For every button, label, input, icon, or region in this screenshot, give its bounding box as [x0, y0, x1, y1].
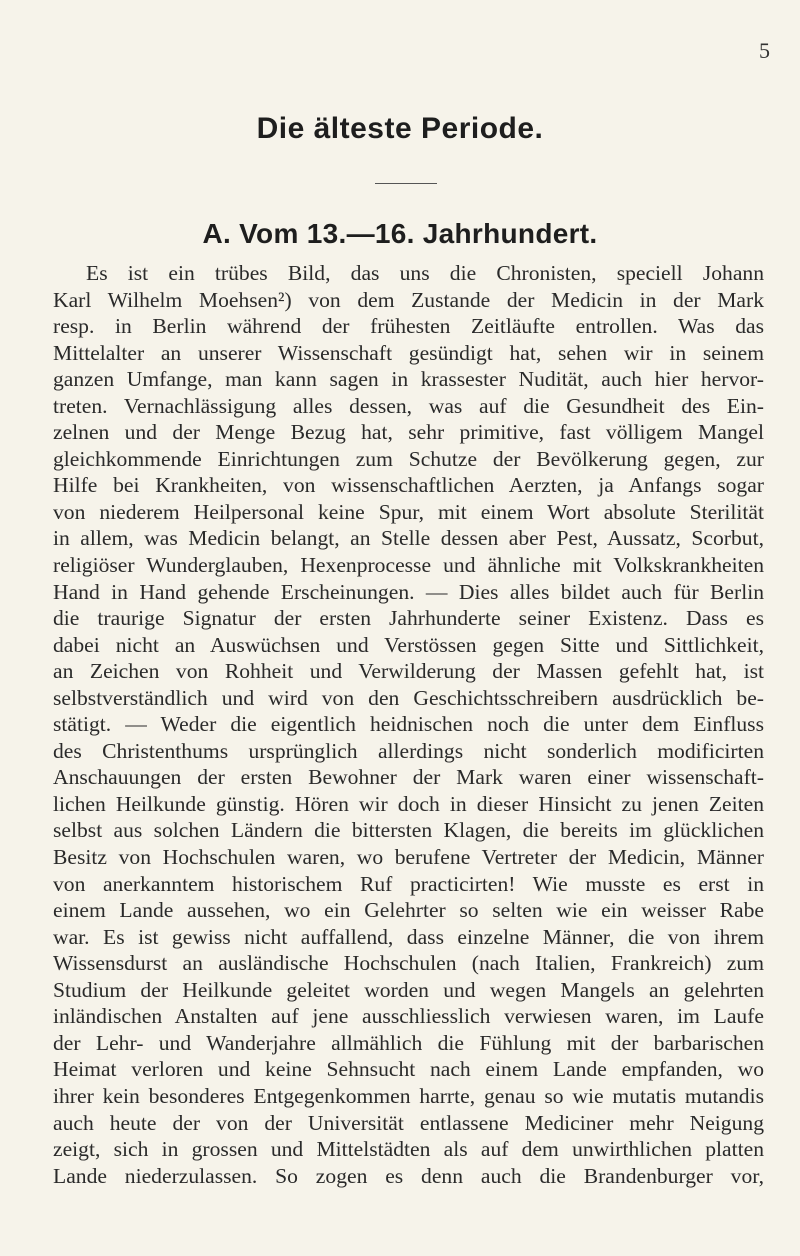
text-line: selbstverständlich und wird von den Geschichtsschreibern ausdrücklich be-: [53, 685, 764, 710]
text-line: Wissensdurst an ausländische Hochschulen (nach Italien, Frankreich) zum: [53, 951, 764, 976]
text-line: resp. in Berlin während der frühesten Zeitläufte entrollen. Was das: [53, 314, 764, 339]
text-line: stätigt. — Weder die eigentlich heidnischen noch die unter dem Einfluss: [53, 712, 764, 737]
text-line: Mittelalter an unserer Wissenschaft gesündigt hat, sehen wir in seinem: [53, 340, 764, 365]
text-line: ihrer kein besonderes Entgegenkommen harrte, genau so wie mutatis mutandis: [53, 1083, 764, 1108]
text-line: Anschauungen der ersten Bewohner der Mark waren einer wissenschaft-: [53, 765, 764, 790]
text-line: auch heute der von der Universität entlassene Mediciner mehr Neigung: [53, 1110, 764, 1135]
text-line: Karl Wilhelm Moehsen²) von dem Zustande der Medicin in der Mark: [53, 287, 764, 312]
text-line: Lande niederzulassen. So zogen es denn auch die Brandenburger vor,: [53, 1163, 764, 1188]
text-line: von niederem Heilpersonal keine Spur, mit einem Wort absolute Sterilität: [53, 499, 764, 524]
text-line: einem Lande aussehen, wo ein Gelehrter so selten wie ein weisser Rabe: [53, 898, 764, 923]
text-line: Hand in Hand gehende Erscheinungen. — Dies alles bildet auch für Berlin: [53, 579, 764, 604]
text-line: religiöser Wunderglauben, Hexenprocesse und ähnliche mit Volkskrankheiten: [53, 553, 764, 578]
text-line: Es ist ein trübes Bild, das uns die Chronisten, speciell Johann: [86, 261, 764, 285]
text-line: ganzen Umfange, man kann sagen in krassester Nudität, auch hier hervor-: [53, 367, 764, 392]
text-line: von anerkanntem historischem Ruf practicirten! Wie musste es erst in: [53, 871, 764, 896]
text-line: Heimat verloren und keine Sehnsucht nach einem Lande empfanden, wo: [53, 1057, 764, 1082]
title-divider: [375, 183, 437, 184]
text-line: der Lehr- und Wanderjahre allmählich die Fühlung mit der barbarischen: [53, 1030, 764, 1055]
text-line: an Zeichen von Rohheit und Verwilderung der Massen gefehlt hat, ist: [53, 659, 764, 684]
body-text: [53, 260, 764, 1189]
text-line: selbst aus solchen Ländern die bittersten Klagen, die bereits im glücklichen: [53, 818, 764, 843]
text-line: Hilfe bei Krankheiten, von wissenschaftlichen Aerzten, ja Anfangs sogar: [53, 473, 764, 498]
text-line: inländischen Anstalten auf jene ausschliesslich verwiesen waren, im Laufe: [53, 1004, 764, 1029]
text-line: war. Es ist gewiss nicht auffallend, dass einzelne Männer, die von ihrem: [53, 924, 764, 949]
text-line: lichen Heilkunde günstig. Hören wir doch in dieser Hinsicht zu jenen Zeiten: [53, 791, 764, 816]
text-line: dabei nicht an Auswüchsen und Verstössen gegen Sitte und Sittlichkeit,: [53, 632, 764, 657]
text-line: treten. Vernachlässigung alles dessen, was auf die Gesundheit des Ein-: [53, 393, 764, 418]
text-line: die traurige Signatur der ersten Jahrhunderte seiner Existenz. Dass es: [53, 606, 764, 631]
page-number: 5: [759, 38, 770, 63]
text-line: gleichkommende Einrichtungen zum Schutze der Bevölkerung gegen, zur: [53, 446, 764, 471]
section-title: A. Vom 13.—16. Jahrhundert.: [202, 218, 598, 249]
text-line: in allem, was Medicin belangt, an Stelle dessen aber Pest, Aussatz, Scorbut,: [53, 526, 764, 551]
chapter-title: Die älteste Periode.: [256, 112, 544, 145]
text-line: des Christenthums ursprünglich allerdings nicht sonderlich modificirten: [53, 738, 764, 763]
text-line: zelnen und der Menge Bezug hat, sehr primitive, fast völligem Mangel: [53, 420, 764, 445]
text-line: zeigt, sich in grossen und Mittelstädten als auf dem unwirthlichen platten: [53, 1137, 764, 1162]
text-line: Studium der Heilkunde geleitet worden und wegen Mangels an gelehrten: [53, 977, 764, 1002]
text-line: Besitz von Hochschulen waren, wo berufene Vertreter der Medicin, Männer: [53, 845, 764, 870]
